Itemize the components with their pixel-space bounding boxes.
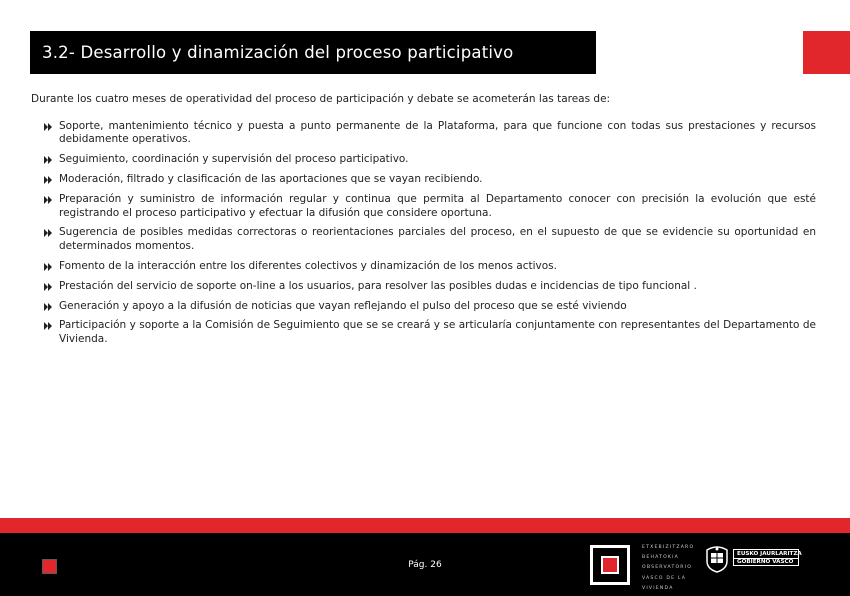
observatorio-logo-text: ETXEBIZITZARO BEHATOKIA OBSERVATORIO VASCO DE LA VIVIENDA [642, 545, 695, 591]
double-arrow-bullet-icon [44, 263, 53, 271]
list-item [44, 173, 816, 186]
government-logo-text: EUSKO JAURLARITZA GOBIERNO VASCO [733, 549, 799, 566]
list-item [44, 300, 816, 313]
list-item [44, 280, 816, 293]
list-item-text: Fomento de la interacción entre los diferentes colectivos y dinamización de los menos activos. [59, 259, 557, 272]
list-item-text: Soporte, mantenimiento técnico y puesta a punto permanente de la Plataforma, para que funcione con todas sus prestaciones y recursos debidamente operativos. [59, 120, 816, 146]
list-item-text: Generación y apoyo a la difusión de noticias que vayan reflejando el pulso del proceso que se esté viviendo [59, 299, 627, 312]
section-title-bar [30, 31, 596, 74]
observatorio-logo-icon [590, 545, 630, 585]
list-item [44, 260, 816, 273]
list-item [44, 120, 816, 147]
list-item-text: Prestación del servicio de soporte on-line a los usuarios, para resolver las posibles dudas e incidencias de tipo funcional . [59, 279, 697, 292]
double-arrow-bullet-icon [44, 229, 53, 237]
double-arrow-bullet-icon [44, 176, 53, 184]
list-item [44, 193, 816, 220]
list-item [44, 319, 816, 346]
list-item [44, 226, 816, 253]
list-item-text: Preparación y suministro de información regular y continua que permita al Departamento conocer con precisión la evolución que esté registrando el proceso participativo y efectuar la difusión que considere oportuna. [59, 193, 816, 219]
government-crest-icon [704, 545, 730, 573]
task-list [44, 120, 816, 353]
list-item-text: Seguimiento, coordinación y supervisión del proceso participativo. [59, 153, 409, 166]
list-item-text: Sugerencia de posibles medidas correctoras o reorientaciones parciales del proceso, en el supuesto de que se evidencie su oportunidad en determinados momentos. [59, 226, 816, 252]
list-item [44, 153, 816, 166]
double-arrow-bullet-icon [44, 322, 53, 330]
double-arrow-bullet-icon [44, 283, 53, 291]
intro-paragraph: Durante los cuatro meses de operatividad del proceso de participación y debate se acometerán las tareas de: [31, 93, 611, 105]
double-arrow-bullet-icon [44, 196, 53, 204]
page-number-value: 26 [430, 560, 442, 570]
page-label: Pág. [408, 560, 428, 570]
double-arrow-bullet-icon [44, 303, 53, 311]
red-corner-block [803, 31, 850, 74]
section-title: 3.2- Desarrollo y dinamización del proceso participativo [42, 43, 514, 62]
footer-red-band [0, 518, 850, 533]
list-item-text: Moderación, filtrado y clasificación de las aportaciones que se vayan recibiendo. [59, 173, 483, 186]
list-item-text: Participación y soporte a la Comisión de Seguimiento que se se creará y se articularía conjuntamente con representantes del Departamento de Vivienda. [59, 319, 816, 345]
double-arrow-bullet-icon [44, 156, 53, 164]
double-arrow-bullet-icon [44, 123, 53, 131]
